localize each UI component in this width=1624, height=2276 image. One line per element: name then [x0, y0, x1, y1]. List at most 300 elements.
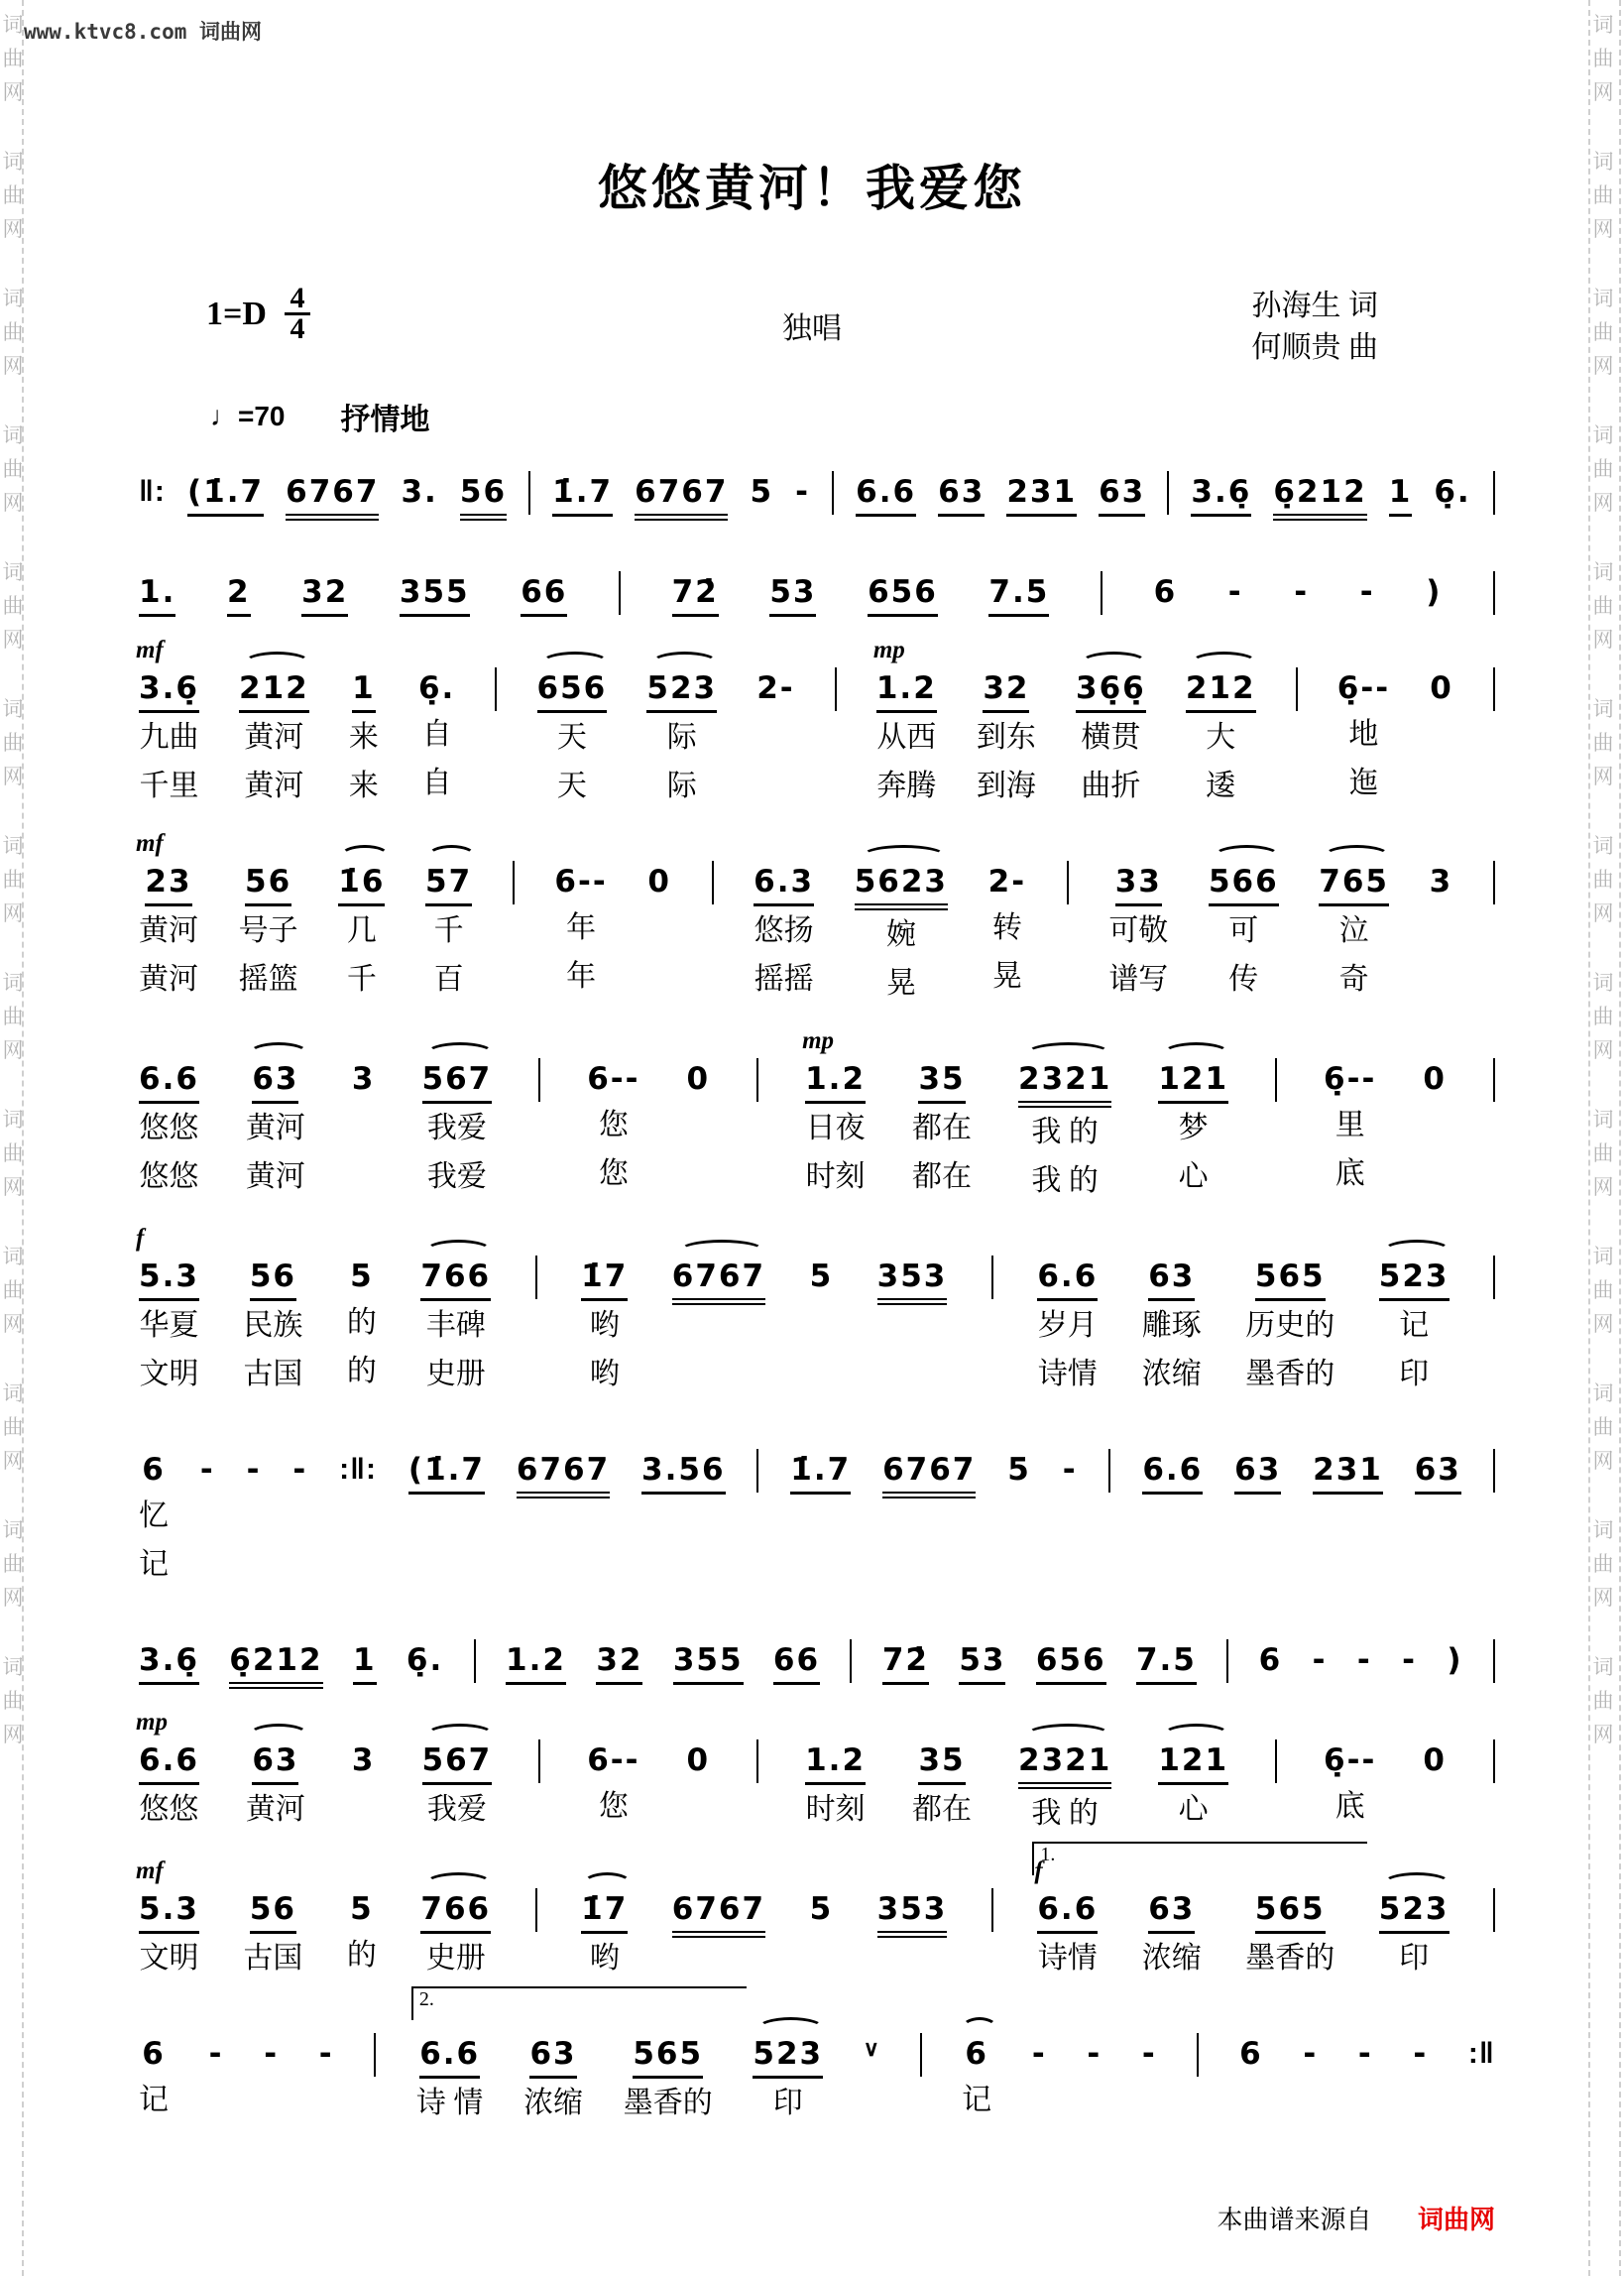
lyric-verse2: 黄河 — [245, 1160, 305, 1193]
side-watermark-char: 网 — [1592, 901, 1614, 925]
lyric-verse2: 黄河 — [139, 963, 198, 996]
barline — [915, 2032, 927, 2077]
note-cell — [1352, 1638, 1377, 1682]
barline — [986, 1255, 998, 1299]
meter-numerator: 4 — [290, 282, 305, 314]
note-figures: - — [1141, 2036, 1157, 2072]
note-figures: 766 — [420, 1255, 491, 1301]
lyric-verse2: 诗情 — [1037, 1358, 1098, 1390]
barline-rule — [1108, 1449, 1110, 1493]
lyric-verse1: 记 — [139, 2084, 169, 2116]
side-watermark-char: 词 — [1592, 1655, 1614, 1679]
barline — [1488, 570, 1500, 615]
note-figures: - — [1303, 2036, 1319, 2072]
slur-arc — [1081, 652, 1147, 673]
barline — [986, 1887, 998, 1932]
barline — [1488, 1448, 1500, 1493]
side-watermark-char: 词 — [2, 834, 24, 858]
note-cell — [630, 470, 733, 521]
barline-rule — [1197, 2033, 1199, 2077]
lyric-verse1: 九曲 — [139, 721, 199, 754]
barline-rule — [1493, 1888, 1495, 1932]
lyric-verse1: 我爱 — [426, 1793, 487, 1826]
note-cell — [222, 570, 256, 617]
lyric-verse2: 摇摇 — [754, 963, 814, 996]
lyric-verse2: 曲折 — [1081, 770, 1141, 802]
note-cell — [1319, 1738, 1381, 1831]
note-cell — [182, 470, 269, 517]
note-figures: 656 — [1036, 1638, 1106, 1685]
note-figures: 63 — [938, 470, 985, 517]
side-watermark-char: 词 — [1592, 971, 1614, 995]
note-cell — [1137, 1255, 1207, 1398]
side-watermark-char: 曲 — [2, 1415, 24, 1439]
barline — [533, 1057, 545, 1102]
lyric-verse1: 的 — [346, 1306, 377, 1339]
slur-arc — [1191, 652, 1257, 673]
lyric-verse1: 来 — [348, 721, 379, 754]
note-figures: - — [1356, 1642, 1372, 1678]
lyric-verse2: 迤 — [1348, 767, 1379, 799]
lyric-verse1: 哟 — [589, 1942, 620, 1975]
note-figures: - — [1294, 574, 1310, 610]
note-figures: 6767 — [672, 1887, 765, 1938]
note-figures: 6̣212 — [229, 1638, 322, 1689]
note-figures: 6̣212 — [1273, 470, 1366, 521]
lyric-verse2: 底 — [1334, 1157, 1365, 1190]
note-figures: - — [246, 1452, 262, 1488]
slur-arc — [962, 2017, 997, 2039]
lyric-verse1: 我爱 — [426, 1112, 487, 1144]
dynamic-marking: mp — [872, 637, 905, 663]
note-cell — [314, 2032, 339, 2076]
note-cell — [1418, 1738, 1451, 1782]
note-figures: - — [1062, 1452, 1078, 1488]
side-watermark-char: 网 — [1592, 491, 1614, 515]
barline-rule — [1167, 471, 1169, 515]
side-watermark-char: 网 — [2, 1449, 24, 1473]
note-cell — [872, 1255, 953, 1305]
note-cell — [1425, 666, 1458, 710]
note-cell — [1240, 1255, 1339, 1398]
note-figures: 3 — [351, 1742, 376, 1778]
lyric-verse2: 年 — [566, 960, 597, 993]
note-figures: 2 — [227, 570, 251, 617]
note-cell — [1223, 570, 1248, 614]
note-figures: 355 — [673, 1638, 744, 1685]
note-figures: 1̇6 — [338, 860, 385, 906]
note-figures: 1 — [352, 666, 376, 713]
note-cell — [748, 2032, 828, 2127]
note-cell — [134, 1448, 174, 1589]
barline — [1488, 860, 1500, 904]
lyric-verse2: 史册 — [425, 1358, 486, 1390]
lyric-verse1: 墨香的 — [623, 2087, 713, 2119]
lyric-verse2: 奇 — [1338, 963, 1369, 996]
note-cell — [637, 1448, 731, 1495]
repeat-barline — [134, 470, 171, 514]
side-watermark-char: 词 — [2, 560, 24, 584]
side-watermark-char: 词 — [1592, 423, 1614, 447]
note-cell — [344, 666, 384, 810]
barline-rule — [835, 667, 837, 711]
side-watermark-char: 网 — [1592, 217, 1614, 241]
note-cell — [413, 666, 460, 807]
barline-rule — [756, 1449, 758, 1493]
note-figures: - — [292, 1452, 308, 1488]
lyric-verse1: 悠扬 — [754, 914, 814, 947]
note-figures: - — [318, 2036, 334, 2072]
note-figures: 56 — [250, 1887, 296, 1934]
lyric-verse1: 底 — [1334, 1790, 1365, 1823]
note-figures: 63 — [1148, 1255, 1195, 1301]
note-cell — [532, 666, 613, 810]
lyric-verse1: 文明 — [139, 1942, 199, 1975]
note-cell — [1397, 1638, 1422, 1682]
note-cell — [1374, 1255, 1454, 1398]
note-figures: 6767 — [882, 1448, 976, 1498]
lyric-verse2: 黄河 — [244, 770, 304, 802]
note-figures: 6 — [142, 2036, 166, 2072]
note-cell — [1181, 666, 1261, 810]
note-cell — [1032, 1844, 1102, 1982]
note-figures: 6-- — [554, 864, 608, 899]
side-watermark-char: 词 — [1592, 697, 1614, 721]
barline — [1488, 1255, 1500, 1299]
lyric-verse1: 古国 — [243, 1942, 303, 1975]
note-figures: 63 — [1234, 1448, 1281, 1495]
music-system — [134, 1638, 1500, 1689]
site-watermark: www.ktvc8.com 词曲网 — [24, 20, 263, 44]
note-cell — [1149, 570, 1183, 614]
tempo-row — [210, 395, 430, 438]
note-figures: 121 — [1158, 1057, 1228, 1104]
lyric-verse1: 诗情 — [1037, 1942, 1098, 1975]
side-watermark-char: 词 — [1592, 1108, 1614, 1132]
note-figures: 6767 — [672, 1255, 765, 1305]
barline-rule — [1493, 1256, 1495, 1299]
side-watermark-char: 网 — [1592, 628, 1614, 652]
side-watermark-char: 曲 — [2, 457, 24, 481]
note-figures: 36̣6̣ — [1076, 666, 1146, 713]
barline — [530, 1255, 542, 1299]
dynamic-marking: f — [1034, 1857, 1043, 1884]
note-figures: - — [795, 474, 811, 510]
note-figures: 523 — [753, 2032, 823, 2079]
lyric-verse2: 文明 — [139, 1358, 199, 1390]
lyric-verse1: 黄河 — [245, 1793, 305, 1826]
lyric-verse1: 从西 — [876, 721, 937, 754]
footer-brand: 词曲网 — [1417, 2206, 1495, 2234]
note-cell — [134, 570, 180, 617]
barline — [530, 1887, 542, 1932]
side-watermark-char: 网 — [1592, 1175, 1614, 1199]
note-cell — [668, 1638, 749, 1685]
music-system — [134, 570, 1500, 617]
side-watermark-char: 词 — [2, 1655, 24, 1679]
note-figures: 66 — [773, 1638, 820, 1685]
note-cell — [1001, 470, 1082, 517]
key-signature: 1=D — [206, 295, 267, 332]
barline — [1488, 1887, 1500, 1932]
lyric-verse2: 自 — [421, 767, 452, 799]
barline-rule — [619, 571, 621, 615]
note-figures: 566 — [1209, 860, 1279, 906]
side-watermark-char: 曲 — [1592, 868, 1614, 892]
lyric-verse1: 际 — [666, 721, 697, 754]
slur-arc — [1026, 1724, 1110, 1745]
side-watermark-char: 曲 — [2, 731, 24, 755]
note-figures: 5 — [350, 1258, 374, 1294]
lyric-verse1: 黄河 — [244, 721, 304, 754]
barline — [1488, 470, 1500, 515]
note-figures: 6767 — [286, 470, 379, 521]
note-figures: 5.3 — [139, 1255, 199, 1301]
lyricist-credit: 孙海生 词 — [1251, 290, 1378, 322]
note-cell — [547, 470, 618, 517]
barline — [533, 1738, 545, 1783]
lyric-verse1: 日夜 — [805, 1112, 866, 1144]
slur-arc — [679, 1240, 763, 1261]
repeat-barline — [334, 1448, 382, 1492]
lyric-verse2: 墨香的 — [1245, 1358, 1335, 1390]
side-watermark-char: 曲 — [2, 1689, 24, 1713]
lyric-verse1: 您 — [598, 1790, 629, 1823]
lyric-verse2: 谱写 — [1108, 963, 1169, 996]
barline — [523, 470, 535, 515]
note-cell — [1186, 470, 1256, 517]
note-figures: 567 — [422, 1738, 493, 1785]
lyric-verse1: 天 — [556, 721, 587, 754]
lyric-verse1: 地 — [1348, 718, 1379, 751]
side-watermark-char: 曲 — [1592, 183, 1614, 207]
slur-arc — [425, 1872, 492, 1894]
note-figures: 523 — [1379, 1887, 1450, 1934]
note-cell — [785, 1448, 856, 1495]
lyric-verse1: 几 — [346, 914, 377, 947]
note-cell — [957, 2032, 996, 2124]
lyric-verse2: 浓缩 — [1141, 1358, 1202, 1390]
lyric-verse1: 年 — [566, 911, 597, 944]
side-watermark-char: 曲 — [1592, 594, 1614, 618]
footer-source-text: 本曲谱来源自 — [1217, 2206, 1372, 2234]
note-figures: 1̇.7 — [790, 1448, 851, 1495]
barline-rule — [1493, 471, 1495, 515]
lyric-verse2: 悠悠 — [139, 1160, 199, 1193]
barline-rule — [1226, 1639, 1228, 1683]
expression-marking: 抒情地 — [340, 404, 430, 436]
lyric-verse2: 百 — [433, 963, 464, 996]
note-cell — [1071, 666, 1151, 810]
lyric-verse2: 都在 — [912, 1160, 973, 1193]
dynamic-marking: mf — [136, 1857, 164, 1884]
note-cell — [134, 1638, 204, 1685]
note-figures: 32 — [596, 1638, 642, 1685]
note-figures: - — [199, 1452, 215, 1488]
note-figures: ) — [1426, 574, 1443, 610]
note-cell — [1137, 1448, 1208, 1495]
note-cell — [417, 1738, 498, 1834]
lyric-verse1: 岁月 — [1037, 1309, 1098, 1342]
music-system — [134, 470, 1500, 521]
note-cell — [512, 1448, 615, 1498]
slur-arc — [651, 652, 718, 673]
barline-rule — [1493, 1739, 1495, 1783]
barline-rule — [1296, 667, 1298, 711]
note-cell — [800, 1738, 870, 1834]
note-cell — [342, 1255, 382, 1395]
note-cell — [396, 470, 442, 514]
note-cell — [204, 2032, 229, 2076]
lyric-verse2: 千里 — [139, 770, 199, 802]
lyric-verse2: 记 — [139, 1548, 169, 1581]
note-cell — [667, 570, 724, 617]
note-figures: 53 — [769, 570, 816, 617]
barline-rule — [474, 1639, 476, 1683]
note-figures: 1. — [139, 570, 175, 617]
note-cell — [411, 1988, 489, 2127]
note-cell — [134, 1857, 204, 1982]
repeat-sign: :‖: — [339, 1453, 378, 1486]
side-watermark-char: 网 — [1592, 354, 1614, 378]
lyric-verse2: 奔腾 — [876, 770, 937, 802]
note-cell — [1333, 666, 1395, 807]
side-watermark-char: 词 — [2, 1381, 24, 1405]
breath-mark: ∨ — [863, 2036, 879, 2061]
barline — [830, 666, 842, 711]
note-figures: (1̇.7 — [187, 470, 264, 517]
note-figures: 1̇7 — [581, 1255, 628, 1301]
side-watermark-char: 曲 — [1592, 1689, 1614, 1713]
slur-arc — [1383, 1240, 1450, 1261]
barline-rule — [850, 1639, 852, 1683]
song-title: 悠悠黄河！我爱您 — [598, 161, 1026, 216]
note-figures: 6̣-- — [1324, 1742, 1377, 1778]
side-watermark-char: 曲 — [1592, 1141, 1614, 1165]
note-figures: 1.2 — [876, 666, 937, 713]
side-watermark-char: 曲 — [1592, 457, 1614, 481]
barline-rule — [538, 1058, 540, 1102]
side-watermark-char: 词 — [1592, 560, 1614, 584]
note-figures: 3. — [401, 474, 438, 510]
repeat-sign: ‖: — [139, 475, 166, 508]
note-figures: 63 — [529, 2032, 576, 2079]
barline-rule — [513, 861, 515, 904]
music-system — [134, 1709, 1500, 1838]
note-figures: 353 — [877, 1887, 948, 1938]
note-figures: 6.6 — [1037, 1255, 1098, 1301]
side-watermark-char: 曲 — [1592, 320, 1614, 344]
note-cell — [1425, 860, 1458, 903]
lyric-verse1: 我 的 — [1031, 1797, 1099, 1830]
note-cell — [907, 1057, 977, 1201]
note-figures: 567 — [422, 1057, 493, 1104]
note-figures: 56 — [250, 1255, 296, 1301]
barline — [1270, 1738, 1282, 1783]
note-cell — [1137, 1887, 1207, 1982]
barline-rule — [535, 1888, 537, 1932]
note-figures: 231 — [1006, 470, 1077, 517]
lyric-verse1: 悠悠 — [139, 1793, 199, 1826]
note-figures: 6̣-- — [1324, 1061, 1377, 1097]
note-figures: 6 — [965, 2036, 988, 2072]
barline-rule — [1493, 571, 1495, 615]
note-cell — [348, 1638, 382, 1685]
note-figures: 765 — [1319, 860, 1389, 906]
slur-arc — [1163, 1724, 1229, 1745]
lyric-verse2: 哟 — [589, 1358, 620, 1390]
slur-arc — [426, 1042, 493, 1064]
side-watermark-char: 词 — [2, 697, 24, 721]
note-cell — [296, 570, 353, 617]
side-watermark-char: 曲 — [2, 1278, 24, 1302]
note-figures: 523 — [646, 666, 717, 713]
lyric-verse1: 民族 — [243, 1309, 303, 1342]
note-cell — [933, 470, 989, 517]
side-watermark-char: 词 — [1592, 150, 1614, 174]
side-watermark-char: 网 — [2, 491, 24, 515]
note-cell — [1268, 470, 1371, 521]
lyric-verse1: 忆 — [139, 1499, 169, 1532]
side-watermark-char: 网 — [2, 1038, 24, 1062]
note-cell — [342, 1887, 382, 1979]
music-system — [134, 1844, 1500, 1982]
note-cell — [415, 1255, 496, 1398]
note-cell — [134, 1225, 204, 1398]
slur-arc — [249, 1724, 307, 1745]
side-watermark-char: 词 — [1592, 287, 1614, 310]
note-cell — [134, 2032, 174, 2124]
note-cell — [1355, 570, 1380, 614]
lyric-verse2: 我 的 — [1031, 1164, 1099, 1197]
dynamic-marking: mf — [136, 637, 164, 663]
note-figures: 231 — [1313, 1448, 1383, 1495]
lyric-verse1: 转 — [991, 911, 1022, 944]
note-figures: 32 — [301, 570, 348, 617]
note-cell — [288, 1448, 312, 1492]
note-figures: ) — [1447, 1642, 1463, 1678]
note-figures: 2- — [756, 670, 795, 706]
note-cell — [805, 1255, 839, 1298]
note-figures: - — [1087, 2036, 1102, 2072]
barline — [1488, 666, 1500, 711]
dynamic-marking: mp — [802, 1027, 835, 1054]
note-cell — [501, 1638, 571, 1685]
note-cell — [395, 570, 475, 617]
side-watermark-char: 词 — [1592, 13, 1614, 37]
note-cell — [134, 1709, 204, 1834]
lyric-verse2: 心 — [1178, 1160, 1209, 1193]
slur-arc — [1214, 845, 1280, 867]
note-figures: 56 — [460, 470, 507, 521]
lyric-verse2: 千 — [346, 963, 377, 996]
side-watermark-char: 曲 — [1592, 1415, 1614, 1439]
note-cell — [134, 830, 203, 1004]
note-cell — [134, 637, 204, 810]
side-watermark-char: 词 — [2, 13, 24, 37]
note-figures: - — [208, 2036, 224, 2072]
lyric-verse1: 自 — [421, 718, 452, 751]
side-watermark-char: 词 — [2, 287, 24, 310]
note-figures: 212 — [239, 666, 309, 713]
slur-arc — [426, 1724, 493, 1745]
note-figures: 5623 — [855, 860, 948, 910]
lyric-verse1: 历史的 — [1245, 1309, 1335, 1342]
lyric-verse1: 史册 — [425, 1942, 486, 1975]
lyric-verse2: 来 — [348, 770, 379, 802]
note-figures: 35 — [918, 1738, 965, 1785]
lyric-verse1: 记 — [1399, 1309, 1430, 1342]
